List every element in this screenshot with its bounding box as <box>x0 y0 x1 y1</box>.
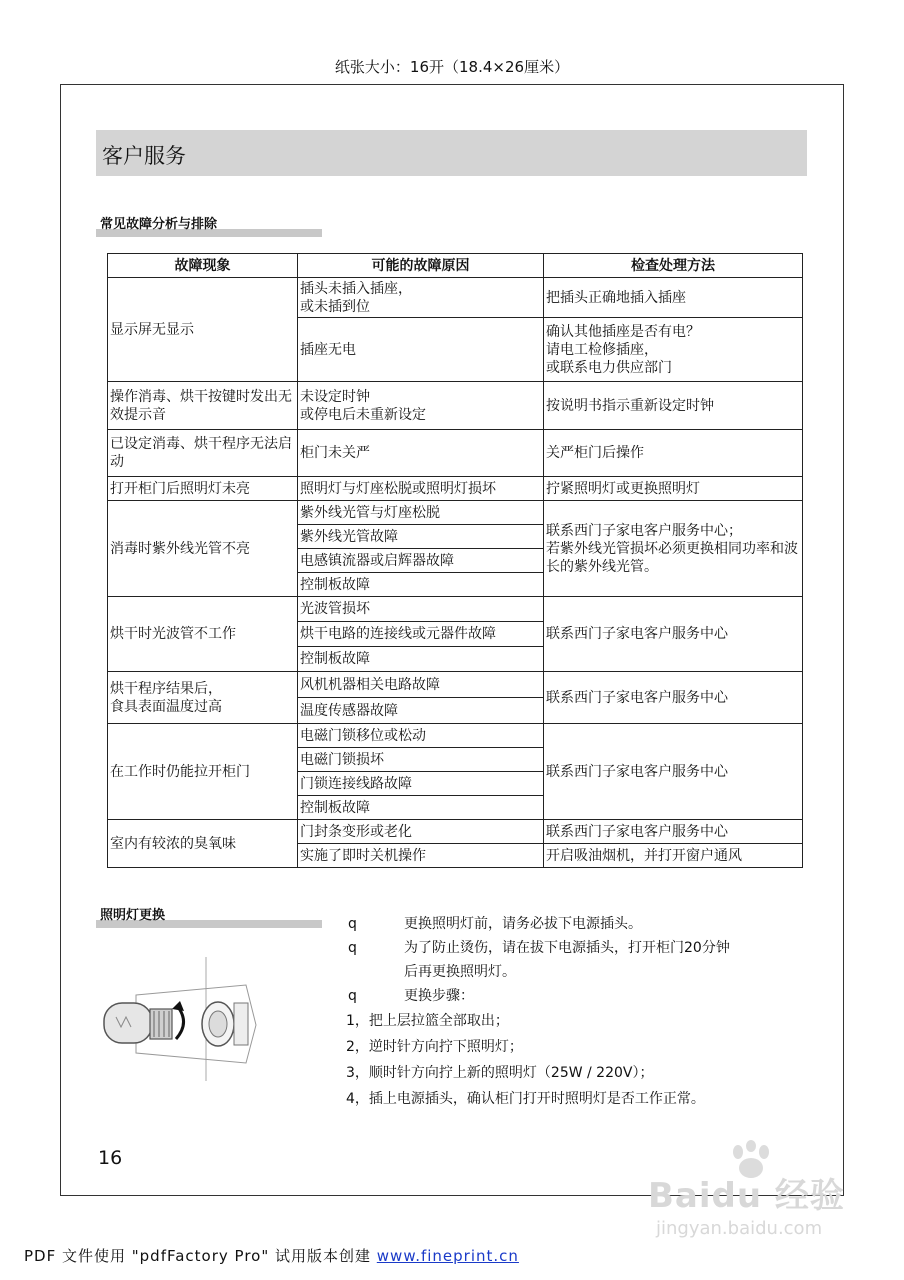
symptom-cell: 操作消毒、烘干按键时发出无效提示音 <box>108 382 298 430</box>
list-item <box>346 936 816 960</box>
cause-cell: 控制板故障 <box>298 573 544 597</box>
solution-cell: 联系西门子家电客户服务中心 <box>544 820 803 844</box>
cause-cell: 未设定时钟 或停电后未重新设定 <box>298 382 544 430</box>
troubleshooting-table <box>107 253 803 868</box>
symptom-cell: 室内有较浓的臭氧味 <box>108 820 298 868</box>
baidu-watermark <box>640 1140 880 1260</box>
bullet-text: 为了防止烫伤，请在拔下电源插头，打开柜门20分钟 <box>404 940 730 956</box>
table-row <box>108 501 803 525</box>
list-item <box>346 984 816 1008</box>
table-row <box>108 477 803 501</box>
table-header-row <box>108 254 803 278</box>
solution-cell: 确认其他插座是否有电？ 请电工检修插座， 或联系电力供应部门 <box>544 318 803 382</box>
cause-cell: 电感镇流器或启辉器故障 <box>298 549 544 573</box>
symptom-cell: 打开柜门后照明灯未亮 <box>108 477 298 501</box>
table-row <box>108 820 803 844</box>
list-item <box>346 912 816 936</box>
symptom-cell: 显示屏无显示 <box>108 278 298 382</box>
lamp-heading <box>96 904 165 923</box>
table-row <box>108 278 803 318</box>
header-cause: 可能的故障原因 <box>298 254 544 278</box>
step-item: 3，顺时针方向拧上新的照明灯（25W / 220V）； <box>346 1065 654 1081</box>
step-item: 4，插上电源插头，确认柜门打开时照明灯是否工作正常。 <box>346 1091 705 1107</box>
cause-cell: 插座无电 <box>298 318 544 382</box>
bullet-mark: q <box>348 916 357 932</box>
lamp-heading-text: 照明灯更换 <box>100 908 166 923</box>
cause-cell: 电磁门锁移位或松动 <box>298 724 544 748</box>
cause-cell: 电磁门锁损坏 <box>298 748 544 772</box>
cause-cell: 门锁连接线路故障 <box>298 772 544 796</box>
symptom-cell: 烘干时光波管不工作 <box>108 597 298 672</box>
cause-cell: 柜门未关严 <box>298 430 544 477</box>
section-header <box>96 130 807 176</box>
table-row <box>108 672 803 698</box>
step-item: 2，逆时针方向拧下照明灯； <box>346 1039 523 1055</box>
table-row <box>108 597 803 622</box>
lamp-instructions <box>346 912 816 1112</box>
list-item-continuation <box>346 960 816 984</box>
symptom-cell: 在工作时仍能拉开柜门 <box>108 724 298 820</box>
cause-cell: 紫外线光管与灯座松脱 <box>298 501 544 525</box>
bullet-text: 后再更换照明灯。 <box>404 964 516 980</box>
solution-cell: 联系西门子家电客户服务中心； 若紫外线光管损坏必须更换相同功率和波长的紫外线光管。 <box>544 501 803 597</box>
cause-cell: 实施了即时关机操作 <box>298 844 544 868</box>
page-number: 16 <box>98 1147 123 1169</box>
faq-heading-text: 常见故障分析与排除 <box>100 217 218 232</box>
symptom-cell: 已设定消毒、烘干程序无法启动 <box>108 430 298 477</box>
bullet-mark: q <box>348 988 357 1004</box>
bullet-text: 更换照明灯前，请务必拔下电源插头。 <box>404 916 642 932</box>
cause-cell: 控制板故障 <box>298 796 544 820</box>
cause-cell: 插头未插入插座， 或未插到位 <box>298 278 544 318</box>
cause-cell: 紫外线光管故障 <box>298 525 544 549</box>
solution-cell: 拧紧照明灯或更换照明灯 <box>544 477 803 501</box>
footer-text: PDF 文件使用 "pdfFactory Pro" 试用版本创建 <box>24 1247 377 1265</box>
header-symptom: 故障现象 <box>108 254 298 278</box>
step-item: 1，把上层拉篮全部取出； <box>346 1013 509 1029</box>
cause-cell: 烘干电路的连接线或元器件故障 <box>298 622 544 647</box>
solution-cell: 开启吸油烟机，并打开窗户通风 <box>544 844 803 868</box>
cause-cell: 门封条变形或老化 <box>298 820 544 844</box>
solution-cell: 联系西门子家电客户服务中心 <box>544 672 803 724</box>
bullet-text: 更换步骤： <box>404 988 474 1004</box>
table-row <box>108 724 803 748</box>
pdf-footer <box>24 1245 519 1266</box>
solution-cell: 把插头正确地插入插座 <box>544 278 803 318</box>
solution-cell: 联系西门子家电客户服务中心 <box>544 724 803 820</box>
cause-cell: 照明灯与灯座松脱或照明灯损坏 <box>298 477 544 501</box>
lamp-replacement-illustration <box>96 955 276 1085</box>
cause-cell: 控制板故障 <box>298 647 544 672</box>
cause-cell: 风机机器相关电路故障 <box>298 672 544 698</box>
symptom-cell: 烘干程序结果后， 食具表面温度过高 <box>108 672 298 724</box>
cause-cell: 光波管损坏 <box>298 597 544 622</box>
solution-cell: 关严柜门后操作 <box>544 430 803 477</box>
table-row <box>108 382 803 430</box>
watermark-sub-text: jingyan.baidu.com <box>656 1218 823 1239</box>
solution-cell: 按说明书指示重新设定时钟 <box>544 382 803 430</box>
header-solution: 检查处理方法 <box>544 254 803 278</box>
watermark-main-text: Baidu 经验 <box>648 1176 845 1216</box>
faq-heading <box>96 213 217 232</box>
symptom-cell: 消毒时紫外线光管不亮 <box>108 501 298 597</box>
paper-size-note: 纸张大小：16开（18.4×26厘米） <box>334 58 570 76</box>
bullet-mark: q <box>348 940 357 956</box>
cause-cell: 温度传感器故障 <box>298 698 544 724</box>
section-title: 客户服务 <box>102 144 186 168</box>
footer-link[interactable]: www.fineprint.cn <box>376 1247 519 1265</box>
table-row <box>108 430 803 477</box>
solution-cell: 联系西门子家电客户服务中心 <box>544 597 803 672</box>
